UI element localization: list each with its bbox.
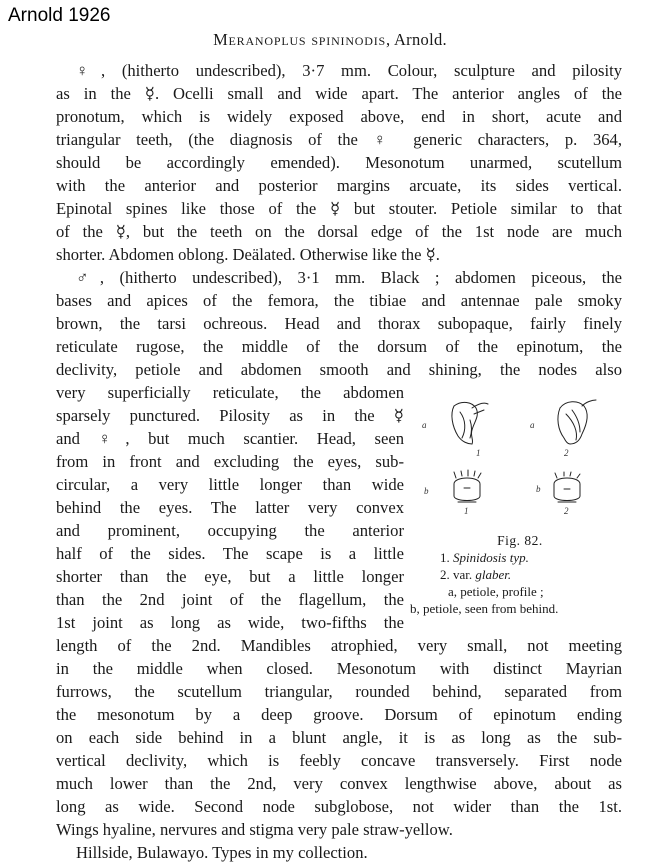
petiole-profile-1a bbox=[452, 402, 488, 444]
text-line: the mesonotum by a deep groove. Dorsum of epinotum ending bbox=[56, 705, 622, 724]
text-line: bases and apices of the femora, the tibiae and antennae pale smoky bbox=[56, 291, 622, 310]
text-line: Epinotal spines like those of the ☿ but stouter. Petiole similar to that bbox=[56, 199, 622, 218]
panel-label: a bbox=[422, 420, 427, 430]
figure-caption-3: a, petiole, profile ; bbox=[448, 584, 544, 599]
text-line: shorter than the eye, but a little longer bbox=[56, 567, 404, 586]
text-line: from in front and excluding the eyes, sub- bbox=[56, 452, 404, 471]
figure-caption-4: b, petiole, seen from behind. bbox=[410, 601, 559, 616]
text-line: Hillside, Bulawayo. Types in my collection. bbox=[76, 843, 368, 862]
text-line: brown, the tarsi ochreous. Head and thorax subopaque, fairly finely bbox=[56, 314, 622, 333]
text-line: triangular teeth, (the diagnosis of the ♀ generic characters, p. 364, bbox=[56, 130, 622, 149]
petiole-drawings bbox=[414, 392, 624, 522]
text-line: Wings hyaline, nervures and stigma very pale straw-yellow. bbox=[56, 820, 453, 839]
figure-82-illustration bbox=[414, 392, 624, 522]
figure-caption-2 bbox=[440, 566, 660, 583]
text-line: 1st joint as long as wide, two-fifths the bbox=[56, 613, 404, 632]
panel-label: 1 bbox=[476, 448, 481, 458]
caption-1-number: 1. bbox=[440, 550, 450, 565]
text-line: vertical declivity, which is feebly concave transversely. First node bbox=[56, 751, 622, 770]
text-line: behind the eyes. The latter very convex bbox=[56, 498, 404, 517]
text-line: reticulate rugose, the middle of the dorsum of the epinotum, the bbox=[56, 337, 622, 356]
petiole-profile-2a bbox=[558, 400, 596, 444]
species-heading bbox=[0, 30, 660, 50]
text-line: with the anterior and posterior margins arcuate, its sides vertical. bbox=[56, 176, 622, 195]
text-line: circular, a very little longer than wide bbox=[56, 475, 404, 494]
caption-1-text: Spinidosis typ. bbox=[453, 550, 529, 565]
panel-label: b bbox=[536, 484, 541, 494]
text-line: sparsely punctured. Pilosity as in the ☿ bbox=[56, 406, 404, 425]
document-label: Arnold 1926 bbox=[8, 5, 111, 26]
caption-2-number: 2. var. bbox=[440, 567, 473, 582]
panel-label: b bbox=[424, 486, 429, 496]
figure-caption-1 bbox=[440, 549, 660, 566]
text-line: furrows, the scutellum triangular, rounded behind, separated from bbox=[56, 682, 622, 701]
text-line: of the ☿, but the teeth on the dorsal edge of the 1st node are much bbox=[56, 222, 622, 241]
figure-title: Fig. 82. bbox=[497, 533, 543, 548]
text-line: ♀, (hitherto undescribed), 3·7 mm. Colour, sculpture and pilosity bbox=[76, 61, 622, 80]
caption-2-text: glaber. bbox=[475, 567, 512, 582]
text-line: as in the ☿. Ocelli small and wide apart. The anterior angles of the bbox=[56, 84, 622, 103]
text-line: and prominent, occupying the anterior bbox=[56, 521, 404, 540]
text-line: declivity, petiole and abdomen smooth and shining, the nodes also bbox=[56, 360, 622, 379]
text-line: length of the 2nd. Mandibles atrophied, very small, not meeting bbox=[56, 636, 622, 655]
text-line: very superficially reticulate, the abdomen bbox=[56, 383, 404, 402]
text-line: should be accordingly emended). Mesonotum unarmed, scutellum bbox=[56, 153, 622, 172]
petiole-rear-1b bbox=[454, 470, 481, 502]
text-line: in the middle when closed. Mesonotum with distinct Mayrian bbox=[56, 659, 622, 678]
text-line: much lower than the 2nd, very convex lengthwise above, about as bbox=[56, 774, 622, 793]
text-line: ♂, (hitherto undescribed), 3·1 mm. Black ; abdomen piceous, the bbox=[76, 268, 622, 287]
text-line: pronotum, which is widely exposed above, end in short, acute and bbox=[56, 107, 622, 126]
text-line: half of the sides. The scape is a little bbox=[56, 544, 404, 563]
panel-label: 1 bbox=[464, 506, 469, 516]
text-line: shorter. Abdomen oblong. Deälated. Otherwise like the ☿. bbox=[56, 245, 440, 264]
panel-label: a bbox=[530, 420, 535, 430]
species-author: , Arnold. bbox=[386, 30, 447, 49]
text-line: long as wide. Second node subglobose, not wider than the 1st. bbox=[56, 797, 622, 816]
panel-label: 2 bbox=[564, 506, 569, 516]
text-line: on each side behind in a blunt angle, it is as long as the sub- bbox=[56, 728, 622, 747]
text-line: than the 2nd joint of the flagellum, the bbox=[56, 590, 404, 609]
text-line: and ♀, but much scantier. Head, seen bbox=[56, 429, 404, 448]
petiole-rear-2b bbox=[554, 472, 580, 502]
panel-label: 2 bbox=[564, 448, 569, 458]
species-name: Meranoplus spininodis bbox=[213, 30, 387, 49]
